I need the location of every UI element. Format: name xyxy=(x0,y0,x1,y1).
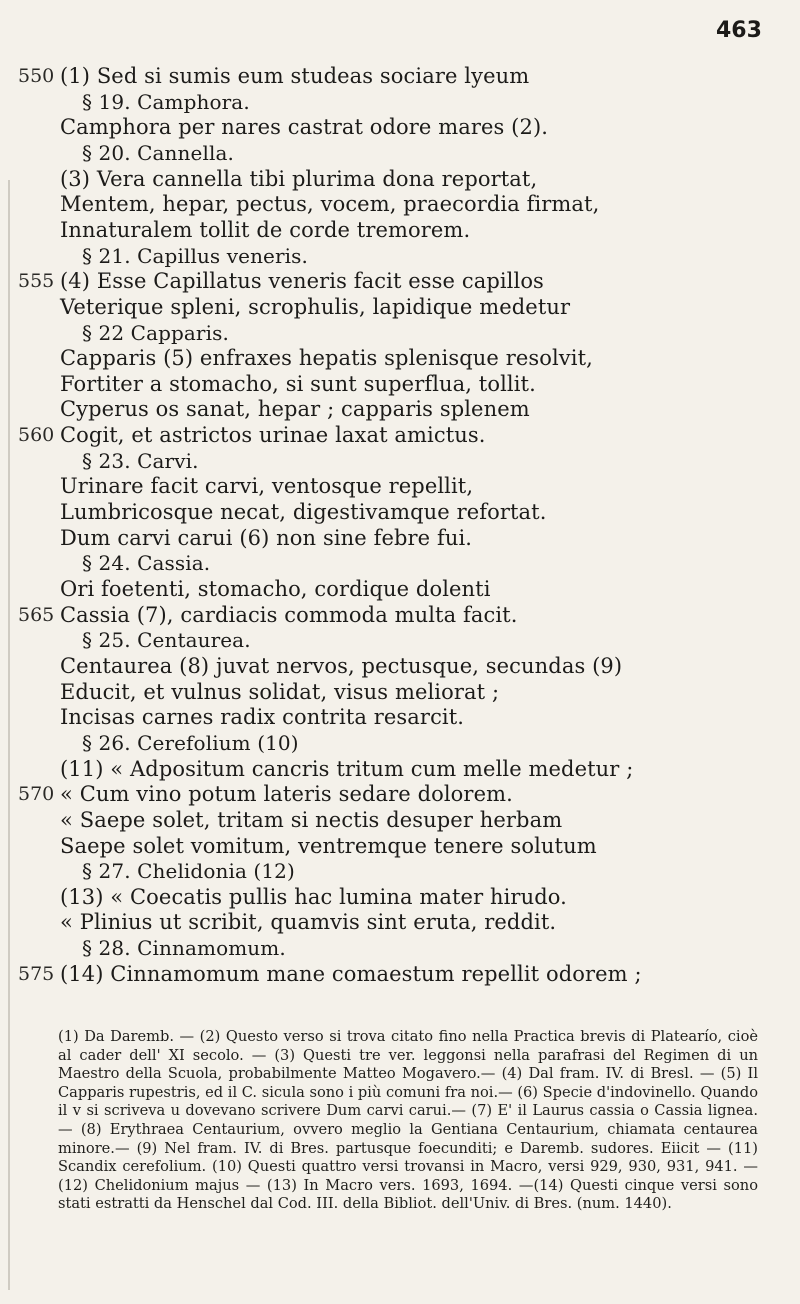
verse-text: Lumbricosque necat, digestivamque refortat. xyxy=(60,500,547,525)
verse-line xyxy=(0,883,800,911)
verse-text: Veterique spleni, scrophulis, lapidique medetur xyxy=(60,294,571,319)
verse-line xyxy=(0,498,800,526)
verse-line xyxy=(0,216,800,244)
section-heading: § 26. Cerefolium (10) xyxy=(82,730,299,755)
section-heading: § 24. Cassia. xyxy=(82,551,211,576)
verse-line xyxy=(0,832,800,860)
verse-text: (13) « Coecatis pullis hac lumina mater hirudo. xyxy=(60,884,567,909)
section-heading-line xyxy=(0,88,800,116)
section-heading: § 20. Cannella. xyxy=(82,140,234,165)
section-heading: § 23. Carvi. xyxy=(82,448,199,473)
verse-text: « Saepe solet, tritam si nectis desuper herbam xyxy=(60,807,563,832)
verse-text: Incisas carnes radix contrita resarcit. xyxy=(60,705,465,730)
verse-line xyxy=(0,960,800,988)
section-heading: § 25. Centaurea. xyxy=(82,628,251,653)
verse-text: Capparis (5) enfraxes hepatis splenisque resolvit, xyxy=(60,346,593,371)
footnotes xyxy=(58,1028,758,1214)
line-number: 560 xyxy=(18,424,55,447)
verse-line xyxy=(0,62,800,90)
verse-line xyxy=(0,165,800,193)
verse-line xyxy=(0,806,800,834)
verse-line xyxy=(0,703,800,731)
line-number: 575 xyxy=(18,962,55,985)
verse-text: Fortiter a stomacho, si sunt superflua, tollit. xyxy=(60,371,536,396)
verse-text: (1) Sed si sumis eum studeas sociare lyeum xyxy=(60,64,530,88)
verse-line xyxy=(0,575,800,603)
section-heading: § 21. Capillus veneris. xyxy=(82,243,308,268)
line-number: 555 xyxy=(18,270,55,293)
section-heading: § 27. Chelidonia (12) xyxy=(82,859,295,884)
section-heading-line xyxy=(0,626,800,654)
verse-text: Camphora per nares castrat odore mares (2). xyxy=(60,115,549,140)
verse-text: (11) « Adpositum cancris tritum cum melle medetur ; xyxy=(60,756,634,781)
verse-line xyxy=(0,601,800,629)
verse-line xyxy=(0,267,800,295)
verse-text: Centaurea (8) juvat nervos, pectusque, secundas (9) xyxy=(60,653,623,678)
verse-text: Educit, et vulnus solidat, visus meliorat ; xyxy=(60,679,500,704)
verse-line xyxy=(0,395,800,423)
verse-line xyxy=(0,780,800,808)
verse-line xyxy=(0,113,800,141)
footnote-text: (1) Da Daremb. — (2) Questo verso si trova citato fino nella Practica brevis di Platearío, cioè al cader dell' XI secolo. — (3) Questi tre ver. leggonsi nella parafrasi del Regimen di un Maestro della Scuola, probabilmente Matteo Mogavero.— (4) Dal fram. IV. di Bresl. — (5) Il Capparis rupestris, ed il C. sicula sono i più comuni fra noi.— (6) Specie d'indovinello. Quando il v si scriveva u dovevano scrivere Dum carvi carui.— (7) E' il Laurus cassia o Cassia lignea.— (8) Erythraea Centaurium, ovvero meglio la Gentiana Centaurium, chiamata centaurea minore.— (9) Nel fram. IV. di Bres. partusque foecunditi; e Daremb. sudores. Eiicit — (11) Scandix cerefolium. (10) Questi quattro versi trovansi in Macro, versi 929, 930, 931, 941. — (12) Chelidonium majus — (13) In Macro vers. 1693, 1694. —(14) Questi cinque versi sono stati estratti da Henschel dal Cod. III. della Bibliot. dell'Univ. di Bres. (num. 1440). xyxy=(58,1028,758,1213)
verse-line xyxy=(0,421,800,449)
verse-text: Cassia (7), cardiacis commoda multa facit. xyxy=(60,602,518,627)
verse-line xyxy=(0,652,800,680)
verse-text: Cogit, et astrictos urinae laxat amictus. xyxy=(60,423,486,448)
section-heading-line xyxy=(0,447,800,475)
section-heading-line xyxy=(0,139,800,167)
verse-text: Cyperus os sanat, hepar ; capparis splenem xyxy=(60,397,530,422)
verse-line xyxy=(0,472,800,500)
verse-text: Urinare facit carvi, ventosque repellit, xyxy=(60,474,474,499)
verse-text: Mentem, hepar, pectus, vocem, praecordia firmat, xyxy=(60,192,600,217)
verse-line xyxy=(0,190,800,218)
section-heading: § 28. Cinnamomum. xyxy=(82,936,286,961)
verse-text: Innaturalem tollit de corde tremorem. xyxy=(60,217,471,242)
line-number: 550 xyxy=(18,65,55,87)
verse-line xyxy=(0,908,800,936)
page-number: 463 xyxy=(716,18,762,43)
verse-text: (3) Vera cannella tibi plurima dona reportat, xyxy=(60,166,538,191)
verse-line xyxy=(0,755,800,783)
verse-text: « Cum vino potum lateris sedare dolorem. xyxy=(60,782,513,807)
line-number: 570 xyxy=(18,783,55,806)
section-heading: § 19. Camphora. xyxy=(82,89,250,114)
verse-line xyxy=(0,293,800,321)
section-heading-line xyxy=(0,857,800,885)
verse-text: Ori foetenti, stomacho, cordique dolenti xyxy=(60,577,491,601)
section-heading-line xyxy=(0,319,800,347)
verse-text: (4) Esse Capillatus veneris facit esse capillos xyxy=(60,269,544,294)
verse-text: « Plinius ut scribit, quamvis sint eruta, reddit. xyxy=(60,910,557,935)
section-heading-line xyxy=(0,549,800,577)
section-heading: § 22 Capparis. xyxy=(82,320,229,345)
section-heading-line xyxy=(0,934,800,962)
verse-line xyxy=(0,370,800,398)
verse-text: (14) Cinnamomum mane comaestum repellit odorem ; xyxy=(60,961,642,986)
verse-line xyxy=(0,678,800,706)
section-heading-line xyxy=(0,729,800,757)
verse-text: Dum carvi carui (6) non sine febre fui. xyxy=(60,525,473,550)
verse-line xyxy=(0,524,800,552)
verse-text: Saepe solet vomitum, ventremque tenere solutum xyxy=(60,833,597,858)
verse-line xyxy=(0,344,800,372)
section-heading-line xyxy=(0,242,800,270)
line-number: 565 xyxy=(18,603,55,626)
